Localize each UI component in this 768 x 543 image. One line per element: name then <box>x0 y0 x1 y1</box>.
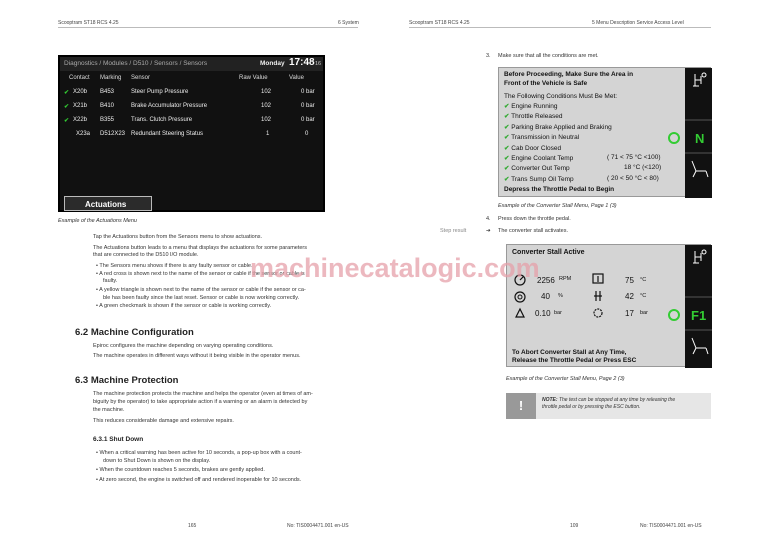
list-item: faulty. <box>103 278 118 284</box>
arrow-icon: ➔ <box>486 228 491 234</box>
list-item: • When a critical warning has been active for 10 seconds, a pop-up box with a count- <box>96 450 302 456</box>
paragraph: Tap the Actuations button from the Sensors menu to show actuations. <box>93 234 263 240</box>
row-raw: 1 <box>266 131 270 137</box>
condition-item <box>504 133 579 141</box>
gear-indicator: F1 <box>691 308 707 323</box>
gear-pressure-icon <box>591 306 605 320</box>
page-number: 165 <box>188 523 197 529</box>
note-box <box>506 393 711 419</box>
note-text <box>542 397 707 411</box>
step-text: Press down the throttle pedal. <box>498 216 571 222</box>
step-number: 4. <box>486 216 491 222</box>
row-sensor: Redundant Steering Status <box>131 131 204 137</box>
paragraph: The Actuations button leads to a menu that displays the actuations for some parameters <box>93 245 308 251</box>
list-item: • A yellow triangle is shown next to the name of the sensor or cable if the sensor or ca- <box>96 287 306 293</box>
check-icon: ✔ <box>504 134 510 141</box>
converter-temp-icon <box>591 289 605 303</box>
note-line: The test can be stopped at any time by releasing the <box>558 397 676 403</box>
condition-item <box>504 123 612 131</box>
header-left: Scooptram ST18 RCS 4.25 <box>58 20 119 26</box>
panel-sidebar <box>685 245 712 368</box>
row-value: 0 bar <box>301 103 315 109</box>
list-item-text: When the countdown reaches 5 seconds, brakes are gently applied. <box>99 467 265 473</box>
list-item-text: A green checkmark is shown if the sensor or cable is working correctly. <box>99 303 272 309</box>
list-item-text: A yellow triangle is shown next to the name of the sensor or cable if the sensor or ca- <box>99 287 306 293</box>
col-value: Value <box>289 75 304 81</box>
row-marking: B410 <box>100 103 115 109</box>
temp1-value: 75 <box>625 276 634 285</box>
check-icon: ✔ <box>64 104 70 110</box>
temp1-unit: °C <box>640 277 647 283</box>
bar1-value: 0.10 <box>535 309 551 318</box>
list-item-text: When a critical warning has been active for 10 seconds, a pop-up box with a count- <box>99 450 302 456</box>
pct-value: 40 <box>541 292 550 301</box>
step-number: 3. <box>486 53 491 59</box>
step-result-label: Step result <box>440 228 467 234</box>
abort-instruction: To Abort Converter Stall at Any Time, <box>512 349 627 356</box>
section-heading: 6.3 Machine Protection <box>75 375 179 386</box>
check-icon: ✔ <box>504 176 510 183</box>
col-sensor: Sensor <box>131 75 151 81</box>
header-right: 6 System <box>338 20 359 26</box>
list-item: down to Shut Down is shown on the display. <box>103 458 211 464</box>
paragraph: This reduces considerable damage and extensive repairs. <box>93 418 234 424</box>
paragraph: the machine. <box>93 407 125 413</box>
panel-sidebar-icons <box>685 245 712 368</box>
list-item: • When the countdown reaches 5 seconds, brakes are gently applied. <box>96 467 265 473</box>
diagnostics-screen <box>58 55 325 212</box>
check-icon: ✔ <box>504 113 510 120</box>
row-raw: 102 <box>261 103 272 109</box>
condition-range: ( 71 < 75 °C <100) <box>607 154 661 161</box>
row-sensor: Brake Accumulator Pressure <box>131 103 208 109</box>
subsection-heading: 6.3.1 Shut Down <box>93 436 144 443</box>
row-marking: B355 <box>100 117 115 123</box>
step-result-text: The converter stall activates. <box>498 228 569 234</box>
col-marking: Marking <box>100 75 122 81</box>
engine-green-icon <box>667 308 681 322</box>
condition-range: 18 °C (<120) <box>624 164 662 171</box>
rpm-value: 2256 <box>537 276 555 285</box>
paragraph: The machine operates in different ways without it being visible in the operator menus. <box>93 353 301 359</box>
watermark: machinecatalogic.com <box>250 253 540 283</box>
condition-item <box>504 112 562 120</box>
seat-icon <box>692 161 708 177</box>
diagnostics-title-bar <box>60 57 323 71</box>
figure-caption: Example of the Converter Stall Menu, Page 1 (3) <box>498 203 617 209</box>
day-label: Monday <box>260 60 285 67</box>
converter-stall-panel-1 <box>498 67 711 197</box>
gear-indicator: N <box>695 131 705 146</box>
figure-caption: Example of the Actuations Menu <box>58 218 137 224</box>
pct-unit: % <box>558 293 563 299</box>
check-icon: ✔ <box>504 165 510 172</box>
panel-footer: Depress the Throttle Pedal to Begin <box>504 186 615 193</box>
header-right: 5 Menu Description Service Access Level <box>592 20 684 26</box>
col-raw-value: Raw Value <box>239 75 268 81</box>
condition-item <box>504 175 574 183</box>
panel-title: Converter Stall Active <box>512 249 585 256</box>
clock-time: 17:48 <box>289 57 315 68</box>
pressure-icon <box>513 306 527 320</box>
abort-instruction: Release the Throttle Pedal or Press ESC <box>512 357 637 364</box>
paragraph: Epiroc configures the machine depending on varying operating conditions. <box>93 343 274 349</box>
engine-temp-icon <box>591 272 605 286</box>
row-value: 0 bar <box>301 117 315 123</box>
engine-green-icon <box>667 131 681 145</box>
rpm-unit: RPM <box>559 276 572 282</box>
condition-label: Throttle Released <box>511 113 563 120</box>
paragraph: The machine protection protects the machine and helps the operator (even at times of am- <box>93 391 313 397</box>
condition-label: Trans Sump Oil Temp <box>511 176 574 183</box>
check-icon: ✔ <box>504 145 510 152</box>
check-icon: ✔ <box>504 155 510 162</box>
condition-label: Cab Door Closed <box>511 145 562 152</box>
row-value: 0 bar <box>301 89 315 95</box>
row-contact: X21b <box>73 103 88 109</box>
row-contact: X20b <box>73 89 88 95</box>
condition-label: Transmission in Neutral <box>511 134 580 141</box>
row-value: 0 <box>305 131 309 137</box>
exclamation-icon: ! <box>506 393 536 419</box>
bar1-unit: bar <box>554 310 562 316</box>
list-item-text: A red cross is shown next to the name of the sensor or cable if the sensor or cable is <box>99 271 305 277</box>
row-marking: B453 <box>100 89 115 95</box>
gear-shift-icon <box>693 73 706 86</box>
temp2-value: 42 <box>625 292 634 301</box>
list-item: • A red cross is shown next to the name of the sensor or cable if the sensor or cable is <box>96 271 305 277</box>
clock-seconds: 16 <box>315 61 322 67</box>
figure-caption: Example of the Converter Stall Menu, Page 2 (3) <box>506 376 625 382</box>
paragraph: biguity by the operator) to take appropriate action if a warning or an alarm is detected by <box>93 399 308 405</box>
list-item-text: The Sensors menu shows if there is any faulty sensor or cable. <box>99 263 253 269</box>
warning-title: Front of the Vehicle is Safe <box>504 80 588 87</box>
header-divider <box>409 27 711 28</box>
gear-shift-icon <box>693 250 706 263</box>
col-contact: Contact <box>69 75 90 81</box>
row-raw: 102 <box>261 89 272 95</box>
bar2-value: 17 <box>625 309 634 318</box>
step-text: Make sure that all the conditions are met. <box>498 53 599 59</box>
check-icon: ✔ <box>504 103 510 110</box>
condition-item <box>504 154 573 162</box>
list-item: • At zero second, the engine is switched off and rendered inoperable for 10 seconds. <box>96 477 302 483</box>
section-heading: 6.2 Machine Configuration <box>75 327 194 338</box>
breadcrumb: Diagnostics / Modules / D510 / Sensors / Sensors <box>64 60 208 67</box>
row-sensor: Trans. Clutch Pressure <box>131 117 193 123</box>
list-item-text: At zero second, the engine is switched off and rendered inoperable for 10 seconds. <box>99 477 302 483</box>
row-raw: 102 <box>261 117 272 123</box>
condition-item <box>504 164 570 172</box>
conditions-heading: The Following Conditions Must Be Met: <box>504 93 618 100</box>
header-left: Scooptram ST18 RCS 4.25 <box>409 20 470 26</box>
bar2-unit: bar <box>640 310 648 316</box>
paragraph: that are connected to the D510 I/O module. <box>93 252 199 258</box>
doc-number: No: TIS0004471.001 en-US <box>640 523 702 529</box>
row-marking: D512X23 <box>100 131 126 137</box>
condition-item <box>504 144 561 152</box>
doc-number: No: TIS0004471.001 en-US <box>287 523 349 529</box>
list-item: ble has been faulty since the last reset. Sensor or cable is now working correctly. <box>103 295 300 301</box>
actuations-button[interactable]: Actuations <box>64 196 152 211</box>
check-icon: ✔ <box>64 90 70 96</box>
condition-range: ( 20 < 50 °C < 80) <box>607 175 659 182</box>
condition-label: Engine Coolant Temp <box>511 155 574 162</box>
check-icon: ✔ <box>504 124 510 131</box>
header-divider <box>58 27 358 28</box>
row-contact: X23a <box>76 131 91 137</box>
condition-item <box>504 102 558 110</box>
list-item: • A green checkmark is shown if the sensor or cable is working correctly. <box>96 303 272 309</box>
row-contact: X22b <box>73 117 88 123</box>
check-icon: ✔ <box>64 118 70 124</box>
row-sensor: Steer Pump Pressure <box>131 89 189 95</box>
condition-label: Engine Running <box>511 103 558 110</box>
page-number: 109 <box>570 523 579 529</box>
note-line: throttle pedal or by pressing the ESC button. <box>542 404 641 410</box>
warning-title: Before Proceeding, Make Sure the Area in <box>504 71 634 78</box>
note-label: NOTE: <box>542 397 558 403</box>
temp2-unit: °C <box>640 293 647 299</box>
condition-label: Parking Brake Applied and Braking <box>511 124 612 131</box>
condition-label: Converter Out Temp <box>511 165 570 172</box>
list-item: • The Sensors menu shows if there is any faulty sensor or cable. <box>96 263 253 269</box>
converter-icon <box>513 290 527 304</box>
seat-icon <box>692 338 708 354</box>
